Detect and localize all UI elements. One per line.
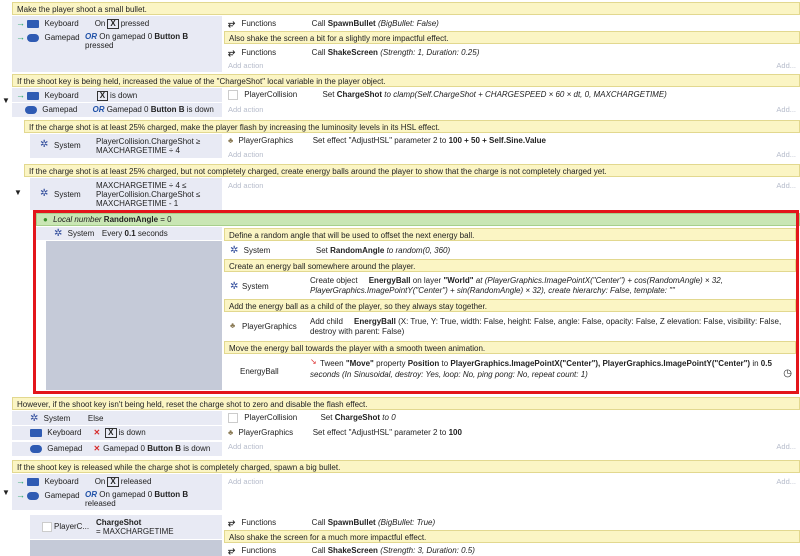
tween-icon: ↘ <box>310 357 317 366</box>
action-comment[interactable]: Move the energy ball towards the player with a smooth tween animation. <box>224 341 796 354</box>
condition-chargeshot-max[interactable]: PlayerC... ChargeShot = MAXCHARGETIME <box>30 515 222 539</box>
playercollision-icon <box>42 522 52 532</box>
condition-empty <box>30 540 222 556</box>
add-action-row[interactable]: Add action Add... <box>224 149 800 161</box>
condition-keyboard-down[interactable]: → Keyboard X is down <box>12 88 222 102</box>
clock-icon: ◷ <box>783 368 792 379</box>
add-action-row[interactable]: Add action Add... <box>224 180 800 192</box>
action-comment[interactable]: Define a random angle that will be used to offset the next energy ball. <box>224 228 796 241</box>
condition-system-chargeshot[interactable]: ✲ System PlayerCollision.ChargeShot ≥ MAXCHARGETIME ÷ 4 <box>30 134 222 158</box>
collapse-toggle[interactable]: ▼ <box>2 488 10 497</box>
local-variable[interactable]: ● Local number RandomAngle = 0 <box>36 213 800 226</box>
keyboard-icon <box>27 20 39 28</box>
action-set-randomangle[interactable]: ✲ System Set RandomAngle to random(0, 360) <box>224 242 796 258</box>
action-comment[interactable]: Add the energy ball as a child of the player, so they always stay together. <box>224 299 796 312</box>
action-call-shakescreen-big[interactable]: ⥂ Functions Call ShakeScreen (Strength: 3, Duration: 0.5) <box>224 544 800 556</box>
condition-keyboard-released[interactable]: → Keyboard On X released <box>12 474 222 488</box>
gamepad-icon <box>30 445 42 453</box>
action-tween-move[interactable]: EnergyBall ↘ Tween "Move" property Position to PlayerGraphics.ImagePointX("Center"), PlayerGraphics.ImagePointY("Center") in 0.5 seconds (In Sinusoidal, destroy: Yes, loop: No, ping pong: No, repeat count: 1) ◷ <box>224 355 796 385</box>
playergraphics-icon: ♣ <box>228 136 234 145</box>
action-set-chargeshot-zero[interactable]: PlayerCollision Set ChargeShot to 0 <box>224 411 800 425</box>
functions-icon: ⥂ <box>228 545 236 555</box>
playercollision-icon <box>228 90 238 100</box>
condition-system-else[interactable]: ✲ System Else <box>12 411 222 425</box>
playergraphics-icon: ♣ <box>228 428 234 437</box>
add-action-row[interactable]: Add action Add... <box>224 441 800 453</box>
action-create-energyball[interactable]: ✲ System Create object EnergyBall on layer "World" at (PlayerGraphics.ImagePointX("Center") + cos(RandomAngle) × 32, PlayerGraphics.ImagePointY("Center") + sin(RandomAngle) × 32), create hierarchy: False, template: "" <box>224 273 796 297</box>
playergraphics-icon: ♣ <box>230 321 236 330</box>
pin-icon: ● <box>43 215 48 224</box>
condition-gamepad-pressed[interactable]: → Gamepad OR On gamepad 0 Button B pressed <box>12 30 222 52</box>
action-add-child[interactable]: ♣ PlayerGraphics Add child EnergyBall (X: True, Y: True, width: False, height: False, angle: False, opacity: False, Z elevation: False, visibility: False, destroy with parent: False) <box>224 313 796 339</box>
arrow-icon: → <box>16 18 25 28</box>
condition-keyboard-not-down[interactable]: Keyboard ✕ X is down <box>12 426 222 440</box>
highlight-box <box>33 210 799 394</box>
condition-system-range[interactable]: ✲ System MAXCHARGETIME ÷ 4 ≤ PlayerCollision.ChargeShot ≤ MAXCHARGETIME - 1 <box>30 178 222 210</box>
add-action-row[interactable]: Add action Add... <box>224 60 800 72</box>
functions-icon: ⥂ <box>228 18 236 28</box>
arrow-icon: → <box>16 90 25 100</box>
keyboard-icon <box>27 478 39 486</box>
condition-gamepad-down[interactable]: Gamepad OR Gamepad 0 Button B is down <box>12 103 222 117</box>
action-comment[interactable]: Also shake the screen for a much more impactful effect. <box>224 530 800 543</box>
event-comment[interactable]: If the shoot key is released while the charge shot is completely charged, spawn a big bullet. <box>12 460 800 473</box>
add-action-row[interactable]: Add action Add... <box>224 104 800 116</box>
action-comment[interactable]: Also shake the screen a bit for a slightly more impactful effect. <box>224 31 800 44</box>
gamepad-icon <box>27 34 39 42</box>
arrow-icon: → <box>16 490 25 500</box>
event-comment[interactable]: If the charge shot is at least 25% charged, but not completely charged, create energy balls around the player to show that the charge is not completely charged yet. <box>24 164 800 177</box>
gear-icon: ✲ <box>40 139 49 150</box>
gamepad-icon <box>27 492 39 500</box>
keyboard-icon <box>30 429 42 437</box>
gear-icon: ✲ <box>54 228 63 239</box>
action-set-effect-hsl[interactable]: ♣ PlayerGraphics Set effect "AdjustHSL" parameter 2 to 100 + 50 + Self.Sine.Value <box>224 134 800 148</box>
condition-gamepad-released[interactable]: → Gamepad OR On gamepad 0 Button B released <box>12 488 222 510</box>
action-set-chargeshot[interactable]: PlayerCollision Set ChargeShot to clamp(Self.ChargeShot + CHARGESPEED × 60 × dt, 0, MAXCHARGETIME) <box>224 88 800 102</box>
event-comment[interactable]: Make the player shoot a small bullet. <box>12 2 800 15</box>
action-set-effect-100[interactable]: ♣ PlayerGraphics Set effect "AdjustHSL" parameter 2 to 100 <box>224 426 800 440</box>
arrow-icon: → <box>16 32 25 42</box>
gear-icon: ✲ <box>230 281 239 292</box>
add-action-row[interactable]: Add action Add... <box>224 476 800 488</box>
gear-icon: ✲ <box>230 245 239 256</box>
collapse-toggle[interactable]: ▼ <box>2 96 10 105</box>
event-comment[interactable]: If the charge shot is at least 25% charged, make the player flash by increasing the luminosity levels in its HSL effect. <box>24 120 800 133</box>
gear-icon: ✲ <box>30 413 39 424</box>
playercollision-icon <box>228 413 238 423</box>
collapse-toggle[interactable]: ▼ <box>14 188 22 197</box>
event-comment[interactable]: If the shoot key is being held, increased the value of the "ChargeShot" local variable in the player object. <box>12 74 800 87</box>
invert-icon: ✕ <box>93 444 101 453</box>
invert-icon: ✕ <box>93 428 101 437</box>
condition-system-every[interactable]: ✲ System Every 0.1 seconds <box>36 227 222 240</box>
keyboard-icon <box>27 92 39 100</box>
action-comment[interactable]: Create an energy ball somewhere around the player. <box>224 259 796 272</box>
action-call-spawnbullet[interactable]: ⥂ Functions Call SpawnBullet (BigBullet: False) <box>224 16 800 30</box>
condition-gamepad-not-down[interactable]: Gamepad ✕ Gamepad 0 Button B is down <box>12 442 222 456</box>
gear-icon: ✲ <box>40 188 49 199</box>
functions-icon: ⥂ <box>228 517 236 527</box>
arrow-icon: → <box>16 476 25 486</box>
gamepad-icon <box>25 106 37 114</box>
condition-empty <box>12 52 222 72</box>
condition-keyboard-pressed[interactable]: → Keyboard On X pressed <box>12 16 222 30</box>
functions-icon: ⥂ <box>228 47 236 57</box>
action-call-spawnbullet-big[interactable]: ⥂ Functions Call SpawnBullet (BigBullet: True) <box>224 515 800 529</box>
action-call-shakescreen[interactable]: ⥂ Functions Call ShakeScreen (Strength: 1, Duration: 0.25) <box>224 45 800 59</box>
event-comment[interactable]: However, if the shoot key isn't being held, reset the charge shot to zero and disable the flash effect. <box>12 397 800 410</box>
